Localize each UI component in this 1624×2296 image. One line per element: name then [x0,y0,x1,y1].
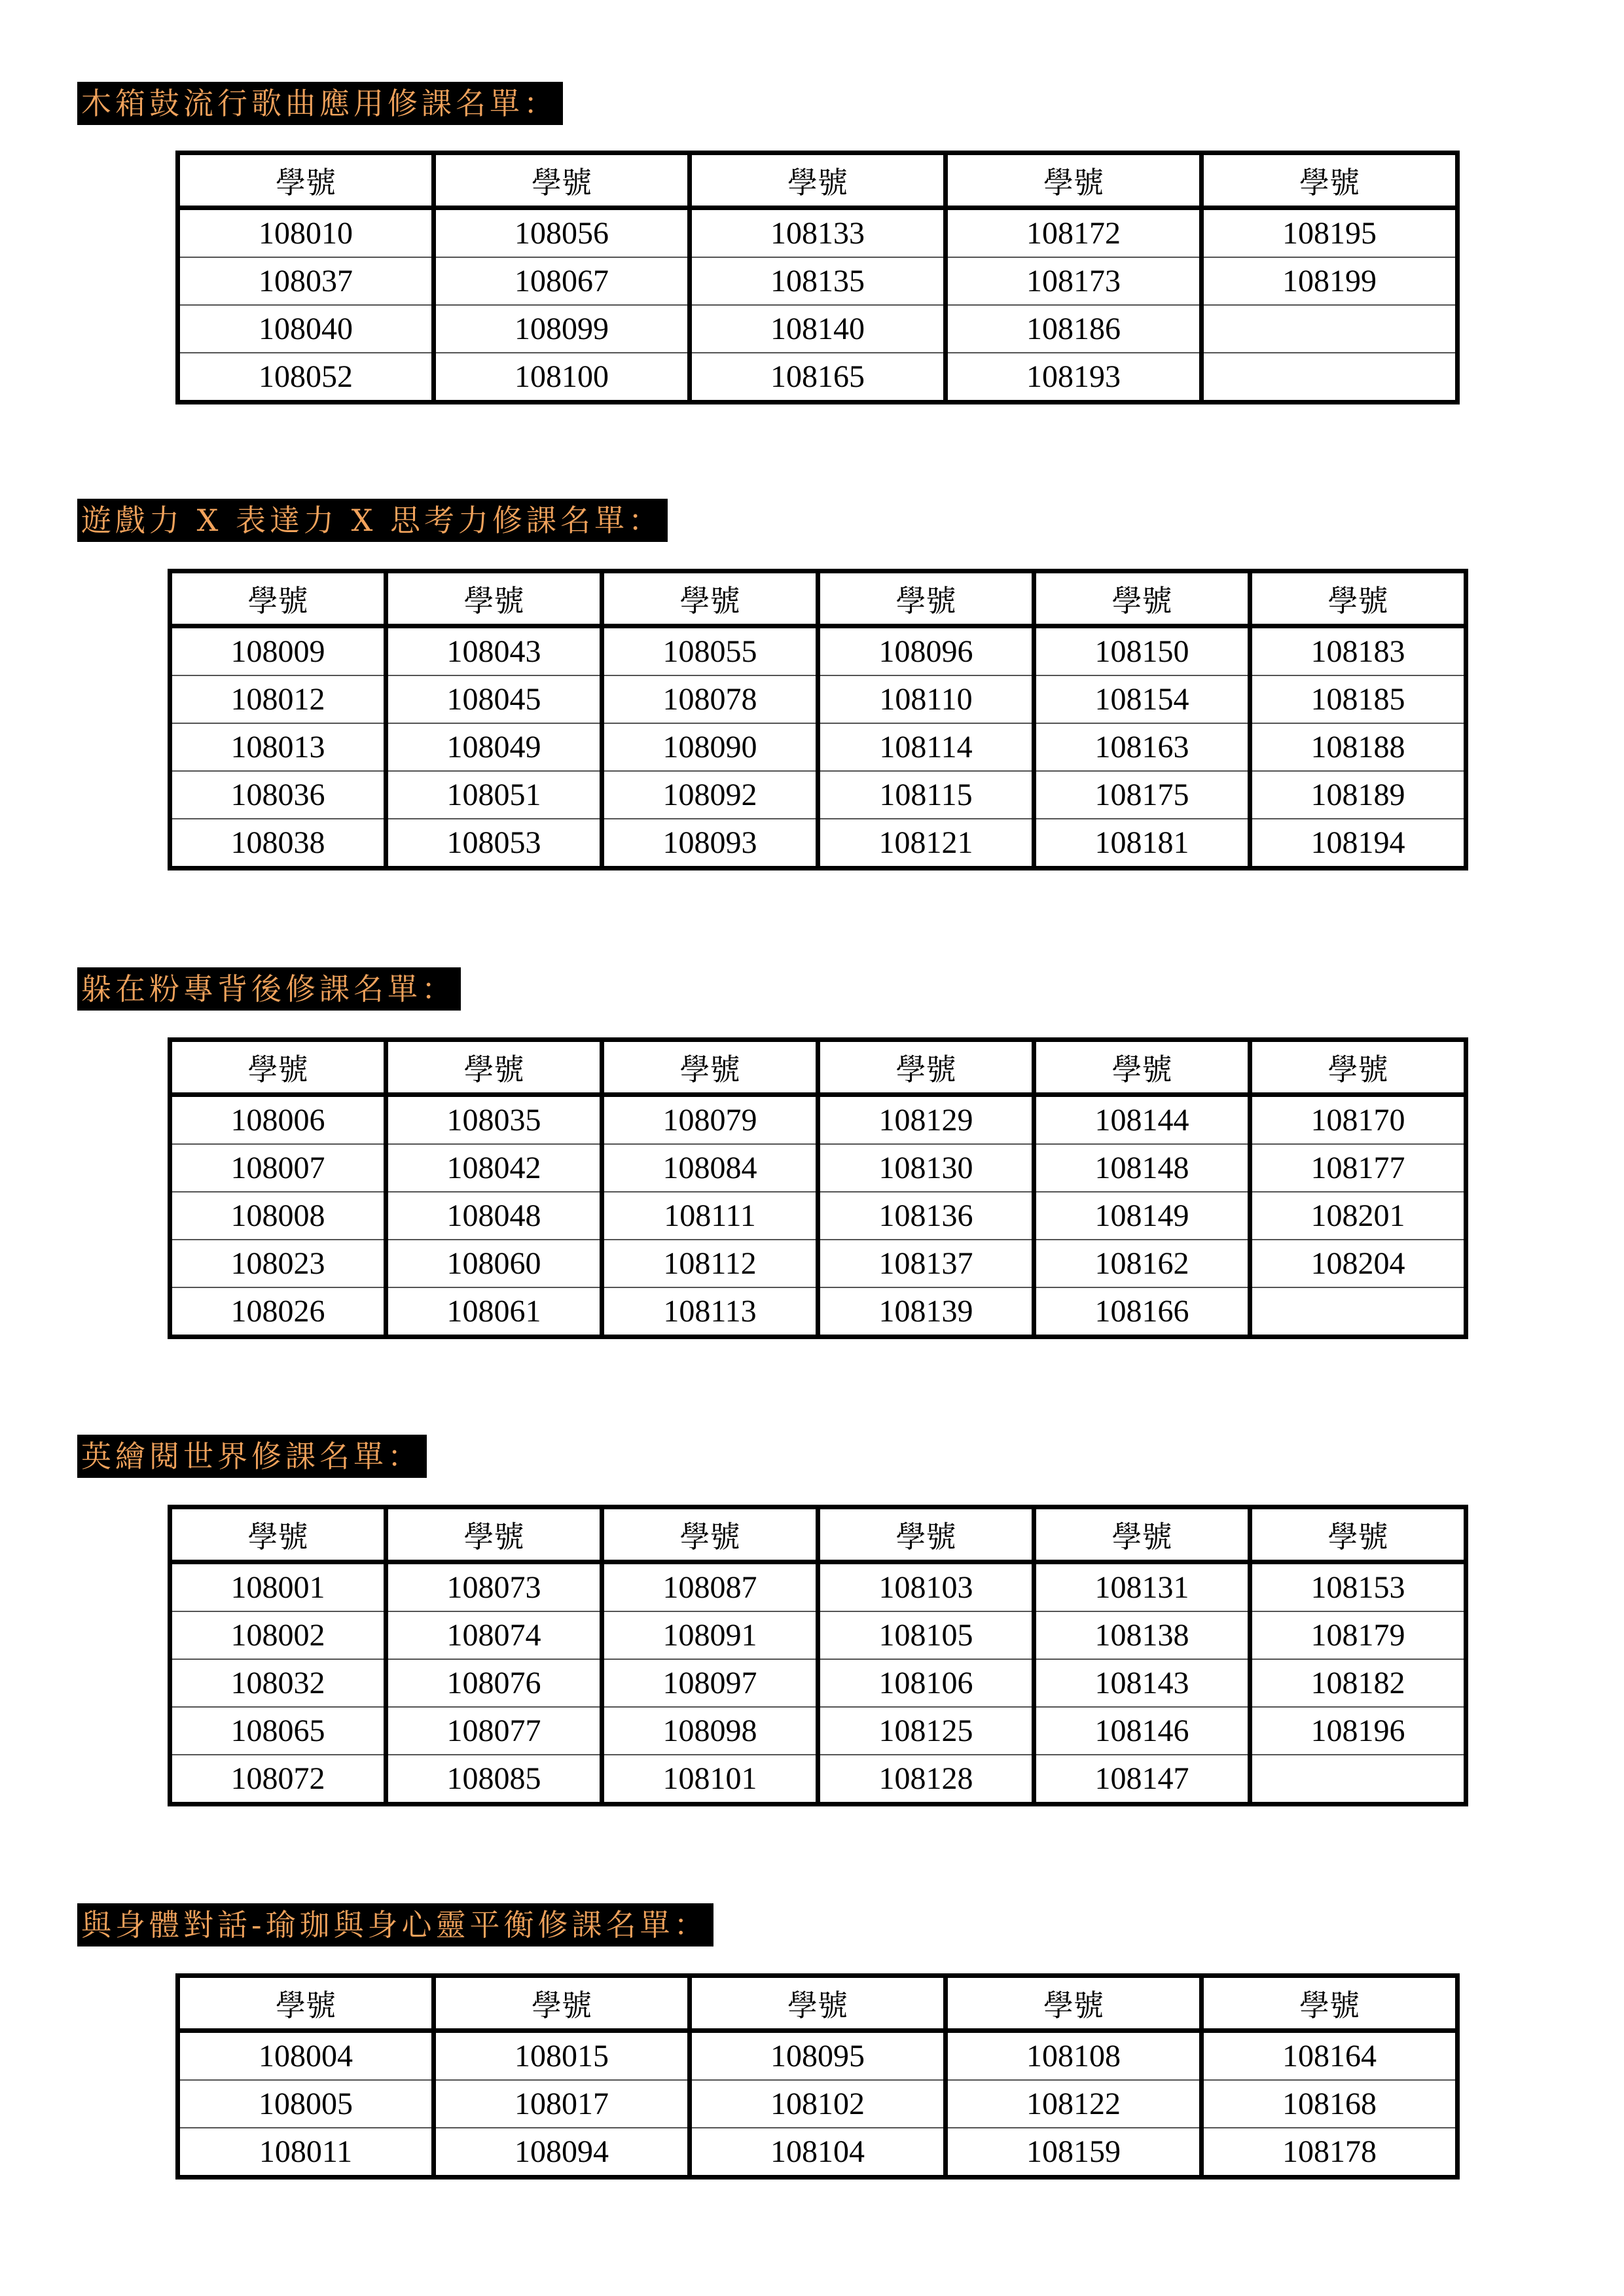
column-header: 學號 [1034,571,1250,626]
student-id-cell: 108146 [1034,1707,1250,1755]
column-header: 學號 [434,153,690,208]
student-id-cell: 108051 [386,771,602,819]
table-row [170,1707,1466,1755]
student-id-cell: 108164 [1202,2031,1458,2081]
student-id-cell: 108010 [178,208,434,258]
column-header: 學號 [818,1040,1034,1095]
student-id-cell: 108128 [818,1755,1034,1804]
student-id-cell: 108188 [1250,723,1466,771]
student-id-cell: 108105 [818,1611,1034,1659]
student-id-cell: 108099 [434,305,690,353]
student-id-table [168,1037,1468,1339]
table-row [170,771,1466,819]
student-id-cell: 108178 [1202,2128,1458,2178]
column-header: 學號 [178,1976,434,2031]
column-header: 學號 [170,1040,386,1095]
student-id-cell: 108007 [170,1144,386,1192]
column-header: 學號 [690,153,946,208]
student-id-cell [1202,305,1458,353]
student-id-cell [1250,1755,1466,1804]
student-id-cell: 108012 [170,675,386,723]
student-id-cell: 108101 [602,1755,818,1804]
table-row [178,208,1458,258]
column-header: 學號 [602,1507,818,1562]
table-row [170,1192,1466,1240]
student-id-cell: 108055 [602,626,818,676]
student-id-cell: 108103 [818,1562,1034,1612]
student-id-cell: 108085 [386,1755,602,1804]
column-header: 學號 [386,1040,602,1095]
student-id-cell: 108042 [386,1144,602,1192]
column-header: 學號 [602,1040,818,1095]
student-id-cell: 108121 [818,819,1034,869]
student-id-cell: 108122 [946,2080,1202,2128]
student-id-cell: 108093 [602,819,818,869]
student-id-cell: 108001 [170,1562,386,1612]
student-id-cell: 108035 [386,1095,602,1145]
student-id-cell: 108096 [818,626,1034,676]
student-id-cell: 108125 [818,1707,1034,1755]
student-id-cell: 108079 [602,1095,818,1145]
student-id-cell: 108183 [1250,626,1466,676]
column-header: 學號 [1034,1507,1250,1562]
student-id-cell: 108147 [1034,1755,1250,1804]
column-header: 學號 [1034,1040,1250,1095]
column-header: 學號 [386,1507,602,1562]
course-title: 遊戲力 X 表達力 X 思考力修課名單： [77,499,668,542]
student-id-cell: 108074 [386,1611,602,1659]
student-id-cell: 108078 [602,675,818,723]
student-id-cell: 108162 [1034,1240,1250,1287]
student-id-cell: 108077 [386,1707,602,1755]
student-id-cell: 108175 [1034,771,1250,819]
student-id-cell: 108185 [1250,675,1466,723]
student-id-cell: 108154 [1034,675,1250,723]
column-header: 學號 [818,1507,1034,1562]
student-id-cell: 108159 [946,2128,1202,2178]
student-id-cell: 108133 [690,208,946,258]
student-id-cell: 108177 [1250,1144,1466,1192]
student-id-cell: 108045 [386,675,602,723]
student-id-cell: 108201 [1250,1192,1466,1240]
student-id-cell: 108036 [170,771,386,819]
student-id-cell: 108049 [386,723,602,771]
student-id-cell: 108026 [170,1287,386,1337]
student-id-cell: 108043 [386,626,602,676]
header-row [178,1976,1458,2031]
student-id-cell: 108017 [434,2080,690,2128]
student-id-cell: 108166 [1034,1287,1250,1337]
column-header: 學號 [946,153,1202,208]
student-id-table [168,1505,1468,1806]
course-title: 躲在粉專背後修課名單： [77,967,461,1011]
student-id-cell: 108173 [946,257,1202,305]
table-row [170,1144,1466,1192]
table-row [170,723,1466,771]
table-row [170,626,1466,676]
student-id-cell: 108087 [602,1562,818,1612]
table-row [178,2080,1458,2128]
student-id-cell: 108032 [170,1659,386,1707]
column-header: 學號 [178,153,434,208]
student-id-cell: 108090 [602,723,818,771]
student-id-cell: 108092 [602,771,818,819]
student-id-cell: 108114 [818,723,1034,771]
column-header: 學號 [1202,153,1458,208]
table-row [178,305,1458,353]
student-id-cell: 108112 [602,1240,818,1287]
table-row [178,2031,1458,2081]
student-id-cell: 108165 [690,353,946,403]
student-id-cell: 108037 [178,257,434,305]
student-id-cell [1250,1287,1466,1337]
student-id-cell: 108196 [1250,1707,1466,1755]
student-id-cell: 108060 [386,1240,602,1287]
student-id-cell: 108005 [178,2080,434,2128]
student-id-cell: 108100 [434,353,690,403]
student-id-cell: 108076 [386,1659,602,1707]
student-id-cell: 108144 [1034,1095,1250,1145]
column-header: 學號 [602,571,818,626]
student-id-cell: 108002 [170,1611,386,1659]
table-row [170,1659,1466,1707]
table-row [170,1562,1466,1612]
student-id-cell: 108182 [1250,1659,1466,1707]
student-id-cell: 108094 [434,2128,690,2178]
student-id-cell: 108011 [178,2128,434,2178]
table-row [178,353,1458,403]
student-id-cell: 108056 [434,208,690,258]
column-header: 學號 [170,571,386,626]
header-row [178,153,1458,208]
student-id-cell: 108194 [1250,819,1466,869]
course-title: 木箱鼓流行歌曲應用修課名單： [77,82,563,125]
column-header: 學號 [1202,1976,1458,2031]
header-row [170,1040,1466,1095]
student-id-cell: 108009 [170,626,386,676]
student-id-cell: 108130 [818,1144,1034,1192]
student-id-cell: 108097 [602,1659,818,1707]
student-id-cell: 108137 [818,1240,1034,1287]
table-row [170,1095,1466,1145]
student-id-cell: 108008 [170,1192,386,1240]
table-row [178,257,1458,305]
student-id-cell [1202,353,1458,403]
course-title: 英繪閱世界修課名單： [77,1435,427,1478]
student-id-cell: 108053 [386,819,602,869]
student-id-cell: 108148 [1034,1144,1250,1192]
student-id-cell: 108170 [1250,1095,1466,1145]
student-id-cell: 108168 [1202,2080,1458,2128]
column-header: 學號 [1250,1507,1466,1562]
student-id-cell: 108153 [1250,1562,1466,1612]
column-header: 學號 [1250,571,1466,626]
student-id-cell: 108204 [1250,1240,1466,1287]
student-id-cell: 108102 [690,2080,946,2128]
student-id-cell: 108129 [818,1095,1034,1145]
student-id-cell: 108111 [602,1192,818,1240]
student-id-cell: 108015 [434,2031,690,2081]
student-id-cell: 108104 [690,2128,946,2178]
student-id-cell: 108140 [690,305,946,353]
course-title: 與身體對話-瑜珈與身心靈平衡修課名單： [77,1903,713,1946]
student-id-cell: 108013 [170,723,386,771]
student-id-cell: 108115 [818,771,1034,819]
column-header: 學號 [434,1976,690,2031]
student-id-cell: 108143 [1034,1659,1250,1707]
table-row [170,1287,1466,1337]
student-id-cell: 108131 [1034,1562,1250,1612]
student-id-table [175,151,1460,404]
table-row [170,1611,1466,1659]
student-id-cell: 108091 [602,1611,818,1659]
student-id-cell: 108150 [1034,626,1250,676]
column-header: 學號 [386,571,602,626]
student-id-cell: 108172 [946,208,1202,258]
student-id-table [175,1973,1460,2179]
student-id-cell: 108149 [1034,1192,1250,1240]
student-id-cell: 108195 [1202,208,1458,258]
table-row [170,1755,1466,1804]
student-id-cell: 108040 [178,305,434,353]
table-row [170,819,1466,869]
student-id-cell: 108072 [170,1755,386,1804]
student-id-cell: 108106 [818,1659,1034,1707]
student-id-cell: 108138 [1034,1611,1250,1659]
student-id-table [168,569,1468,870]
table-row [178,2128,1458,2178]
column-header: 學號 [1250,1040,1466,1095]
column-header: 學號 [946,1976,1202,2031]
student-id-cell: 108052 [178,353,434,403]
student-id-cell: 108139 [818,1287,1034,1337]
student-id-cell: 108038 [170,819,386,869]
student-id-cell: 108135 [690,257,946,305]
column-header: 學號 [818,571,1034,626]
table-row [170,1240,1466,1287]
column-header: 學號 [170,1507,386,1562]
student-id-cell: 108073 [386,1562,602,1612]
student-id-cell: 108193 [946,353,1202,403]
student-id-cell: 108199 [1202,257,1458,305]
student-id-cell: 108186 [946,305,1202,353]
student-id-cell: 108110 [818,675,1034,723]
student-id-cell: 108163 [1034,723,1250,771]
student-id-cell: 108179 [1250,1611,1466,1659]
student-id-cell: 108113 [602,1287,818,1337]
student-id-cell: 108095 [690,2031,946,2081]
header-row [170,571,1466,626]
student-id-cell: 108065 [170,1707,386,1755]
student-id-cell: 108108 [946,2031,1202,2081]
column-header: 學號 [690,1976,946,2031]
student-id-cell: 108181 [1034,819,1250,869]
student-id-cell: 108023 [170,1240,386,1287]
student-id-cell: 108098 [602,1707,818,1755]
student-id-cell: 108189 [1250,771,1466,819]
student-id-cell: 108061 [386,1287,602,1337]
student-id-cell: 108067 [434,257,690,305]
table-row [170,675,1466,723]
student-id-cell: 108006 [170,1095,386,1145]
student-id-cell: 108048 [386,1192,602,1240]
student-id-cell: 108004 [178,2031,434,2081]
student-id-cell: 108084 [602,1144,818,1192]
student-id-cell: 108136 [818,1192,1034,1240]
header-row [170,1507,1466,1562]
